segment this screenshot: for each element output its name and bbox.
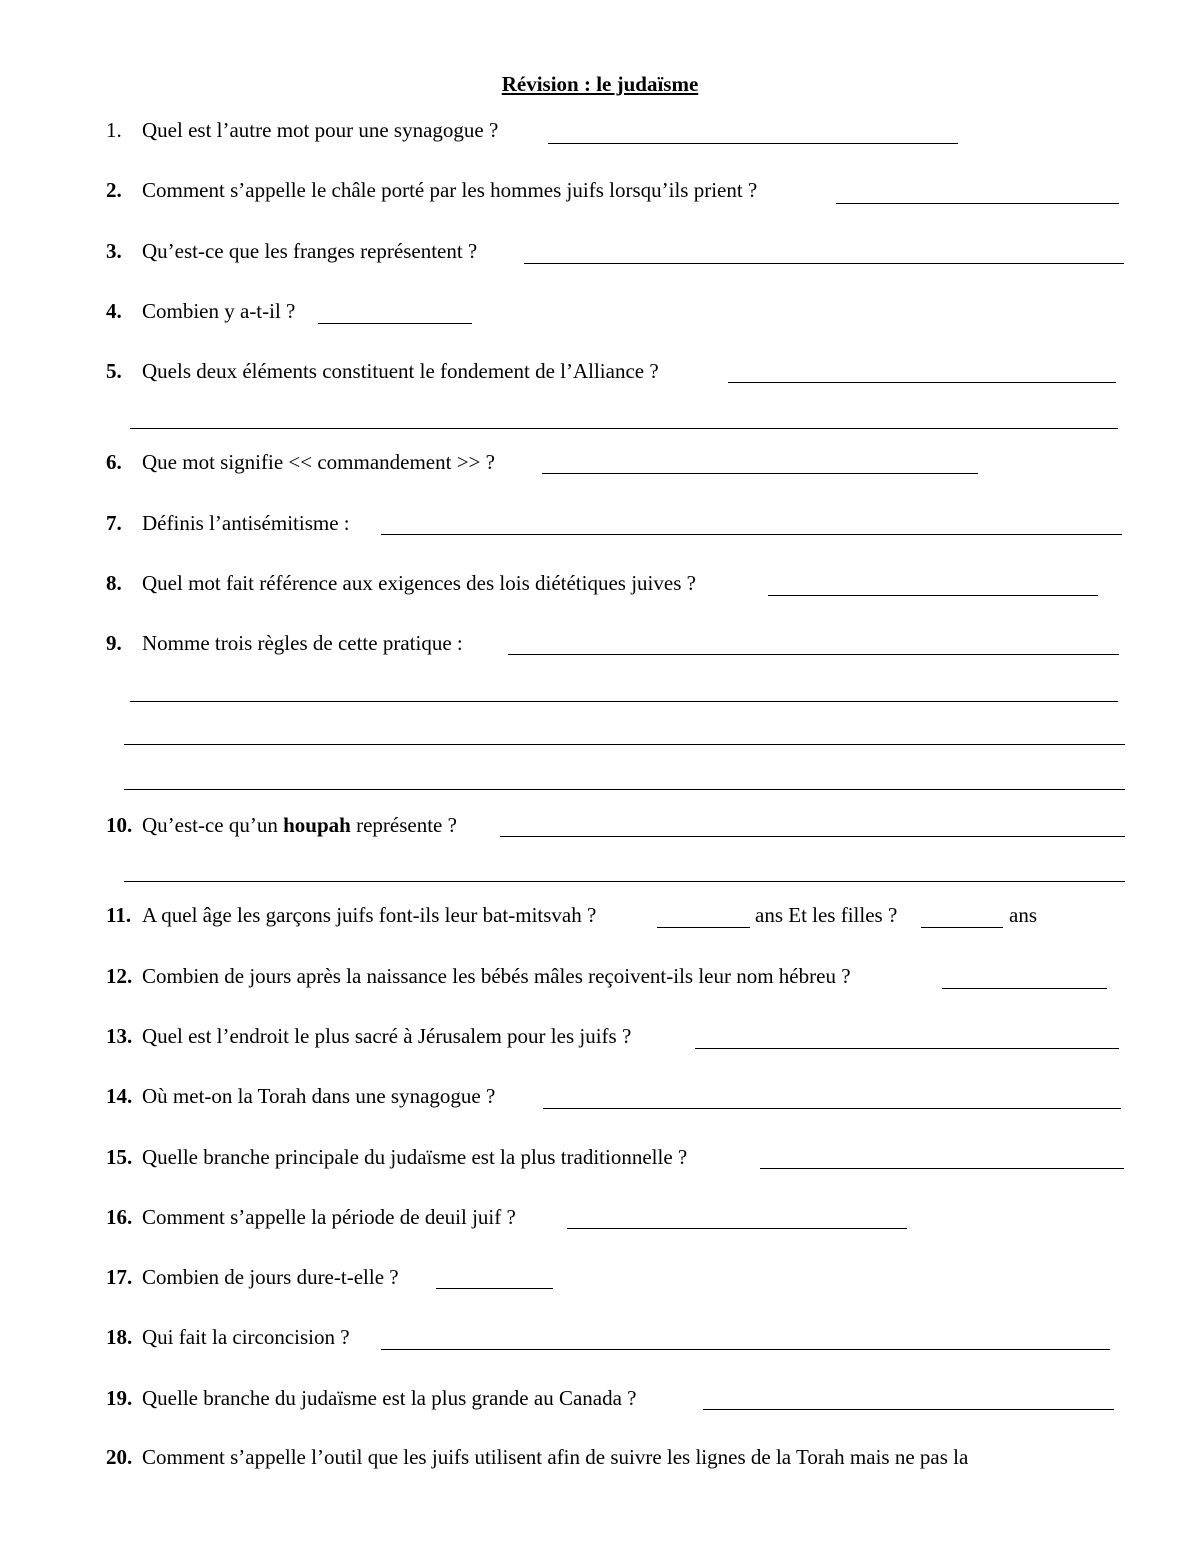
question-5 xyxy=(106,357,659,385)
question-10 xyxy=(106,811,457,839)
question-14 xyxy=(106,1082,495,1110)
question-text-after: représente ? xyxy=(356,813,457,837)
question-15 xyxy=(106,1143,687,1171)
answer-line-1[interactable] xyxy=(548,143,958,144)
question-text: Quelle branche principale du judaïsme est la plus traditionnelle ? xyxy=(142,1145,688,1169)
question-text: Qu’est-ce que les franges représentent ? xyxy=(142,239,478,263)
answer-line-17[interactable] xyxy=(436,1288,553,1289)
answer-line-5[interactable] xyxy=(728,382,1116,383)
question-number: 15. xyxy=(106,1145,133,1169)
question-number: 17. xyxy=(106,1265,133,1289)
answer-line-10[interactable] xyxy=(500,836,1125,837)
answer-line-3[interactable] xyxy=(524,263,1124,264)
question-11-middle xyxy=(755,901,897,929)
question-text: Où met-on la Torah dans une synagogue ? xyxy=(142,1084,496,1108)
question-number: 20. xyxy=(106,1445,133,1469)
answer-line-4[interactable] xyxy=(318,323,472,324)
answer-line-18[interactable] xyxy=(381,1349,1110,1350)
question-20 xyxy=(106,1443,968,1471)
answer-line-9d[interactable] xyxy=(124,789,1125,790)
answer-line-6[interactable] xyxy=(542,473,978,474)
answer-line-15[interactable] xyxy=(760,1168,1124,1169)
question-text: Combien y a-t-il ? xyxy=(142,299,296,323)
question-text: Combien de jours dure-t-elle ? xyxy=(142,1265,399,1289)
answer-line-9[interactable] xyxy=(508,654,1119,655)
question-number: 18. xyxy=(106,1325,133,1349)
answer-line-8[interactable] xyxy=(768,595,1098,596)
answer-line-9b[interactable] xyxy=(130,701,1118,702)
question-text: Comment s’appelle la période de deuil juif ? xyxy=(142,1205,516,1229)
question-16 xyxy=(106,1203,516,1231)
question-text-end: ans xyxy=(1009,903,1037,927)
answer-line-19[interactable] xyxy=(703,1409,1114,1410)
question-text-before: Qu’est-ce qu’un xyxy=(142,813,278,837)
question-text: A quel âge les garçons juifs font-ils leur bat-mitsvah ? xyxy=(142,903,597,927)
question-9 xyxy=(106,629,463,657)
question-2 xyxy=(106,176,757,204)
question-number: 13. xyxy=(106,1024,133,1048)
question-7 xyxy=(106,509,350,537)
question-8 xyxy=(106,569,696,597)
question-19 xyxy=(106,1384,636,1412)
answer-line-9c[interactable] xyxy=(124,744,1125,745)
answer-line-16[interactable] xyxy=(567,1228,907,1229)
answer-line-13[interactable] xyxy=(695,1048,1119,1049)
question-text: Nomme trois règles de cette pratique : xyxy=(142,631,463,655)
question-number: 16. xyxy=(106,1205,133,1229)
question-number: 10. xyxy=(106,813,133,837)
page-title: Révision : le judaïsme xyxy=(501,72,699,96)
question-11 xyxy=(106,901,596,929)
question-text: Quel est l’autre mot pour une synagogue ? xyxy=(142,118,499,142)
question-4 xyxy=(106,297,295,325)
question-number: 8. xyxy=(106,571,122,595)
answer-line-11a[interactable] xyxy=(657,927,750,928)
answer-line-7[interactable] xyxy=(381,534,1122,535)
question-text: Quel est l’endroit le plus sacré à Jérusalem pour les juifs ? xyxy=(142,1024,632,1048)
answer-line-12[interactable] xyxy=(942,988,1107,989)
question-number: 11. xyxy=(106,903,132,927)
question-text: Combien de jours après la naissance les bébés mâles reçoivent-ils leur nom hébreu ? xyxy=(142,964,851,988)
question-number: 9. xyxy=(106,631,122,655)
question-text: Que mot signifie << commandement >> ? xyxy=(142,450,495,474)
answer-line-11b[interactable] xyxy=(921,927,1003,928)
question-text: Qui fait la circoncision ? xyxy=(142,1325,350,1349)
question-text: Comment s’appelle le châle porté par les hommes juifs lorsqu’ils prient ? xyxy=(142,178,758,202)
answer-line-2[interactable] xyxy=(836,203,1119,204)
answer-line-14[interactable] xyxy=(543,1108,1121,1109)
question-number: 19. xyxy=(106,1386,133,1410)
question-number: 2. xyxy=(106,178,122,202)
question-number: 1. xyxy=(106,118,122,142)
question-text: Comment s’appelle l’outil que les juifs utilisent afin de suivre les lignes de la Torah mais ne pas la xyxy=(142,1445,969,1469)
question-text: Quel mot fait référence aux exigences des lois diététiques juives ? xyxy=(142,571,696,595)
question-17 xyxy=(106,1263,399,1291)
question-13 xyxy=(106,1022,631,1050)
answer-line-5b[interactable] xyxy=(130,428,1118,429)
question-number: 6. xyxy=(106,450,122,474)
question-12 xyxy=(106,962,851,990)
question-text: Quelle branche du judaïsme est la plus grande au Canada ? xyxy=(142,1386,637,1410)
question-bold-term: houpah xyxy=(283,813,351,837)
question-number: 14. xyxy=(106,1084,133,1108)
question-1 xyxy=(106,116,498,144)
question-text-middle: ans Et les filles ? xyxy=(755,903,898,927)
question-11-end xyxy=(1009,901,1037,929)
question-text: Définis l’antisémitisme : xyxy=(142,511,350,535)
question-6 xyxy=(106,448,495,476)
question-number: 3. xyxy=(106,239,122,263)
question-number: 5. xyxy=(106,359,122,383)
answer-line-10b[interactable] xyxy=(124,881,1125,882)
question-number: 7. xyxy=(106,511,122,535)
question-number: 4. xyxy=(106,299,122,323)
question-18 xyxy=(106,1323,350,1351)
question-text: Quels deux éléments constituent le fondement de l’Alliance ? xyxy=(142,359,659,383)
question-number: 12. xyxy=(106,964,133,988)
question-3 xyxy=(106,237,477,265)
